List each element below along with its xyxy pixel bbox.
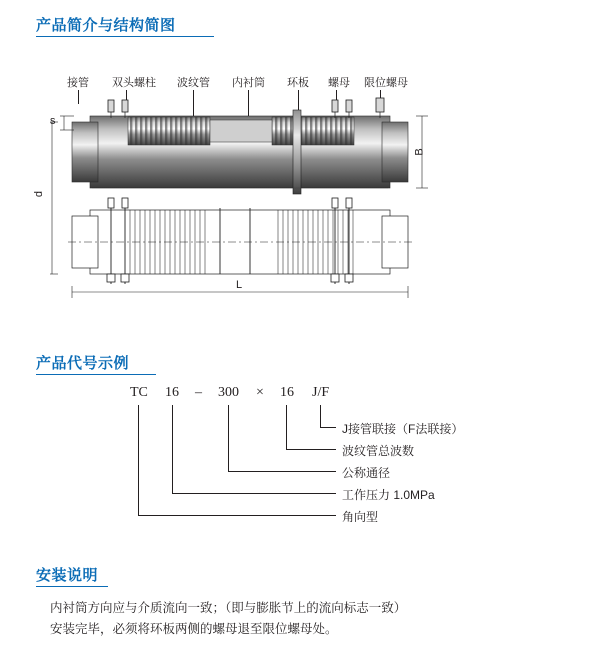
section-title-underline-intro [36,36,214,37]
code-token-connection: J/F [312,385,330,400]
section-title-install: 安装说明 [36,567,99,584]
install-note-line-1: 内衬筒方向应与介质流向一致；（即与膨胀节上的流向标志一致） [50,601,407,615]
callout-label-2: 双头螺柱 [112,77,156,89]
code-desc-waves: 波纹管总波数 [342,444,415,458]
code-desc-pressure: 工作压力 1.0MPa [342,488,435,502]
callout-label-5: 环板 [287,77,309,89]
code-token-series: TC [130,385,148,400]
code-leader-series-h [138,515,336,516]
section-title-underline-install [36,586,108,587]
dimension-label-B: B [413,148,426,156]
code-leader-connection [320,405,321,427]
code-leader-pressure-h [172,493,336,494]
code-token-times: × [256,385,264,400]
code-leader-waves-h [286,449,336,450]
callout-label-7: 限位螺母 [364,77,408,89]
code-desc-connection: J接管联接（F法联接） [342,422,464,436]
code-token-dash: – [195,385,202,400]
code-token-diameter: 300 [218,385,239,400]
code-leader-connection-h [320,427,336,428]
callout-label-4: 内衬筒 [232,77,265,89]
dimension-label-s: s [50,115,56,127]
code-leader-series [138,405,139,515]
code-leader-pressure [172,405,173,493]
dimension-label-L: L [236,279,243,291]
callout-label-6: 螺母 [328,77,350,89]
structure-diagram [33,60,550,300]
section-title-intro: 产品简介与结构简图 [36,17,176,34]
section-title-code: 产品代号示例 [36,355,130,372]
code-token-pressure: 16 [165,385,179,400]
code-desc-series: 角向型 [342,510,379,524]
code-leader-waves [286,405,287,449]
callout-label-3: 波纹管 [177,77,210,89]
code-token-waves: 16 [280,385,294,400]
install-notes [50,598,570,640]
install-note-line-2: 安装完毕，必须将环板两侧的螺母退至限位螺母处。 [50,622,338,636]
product-code-diagram [50,375,550,535]
expansion-joint-drawing [50,60,550,300]
callout-label-1: 接管 [67,77,89,89]
code-desc-diameter: 公称通径 [342,466,391,480]
dimension-label-d: d [33,190,46,198]
code-leader-diameter [228,405,229,471]
code-leader-diameter-h [228,471,336,472]
